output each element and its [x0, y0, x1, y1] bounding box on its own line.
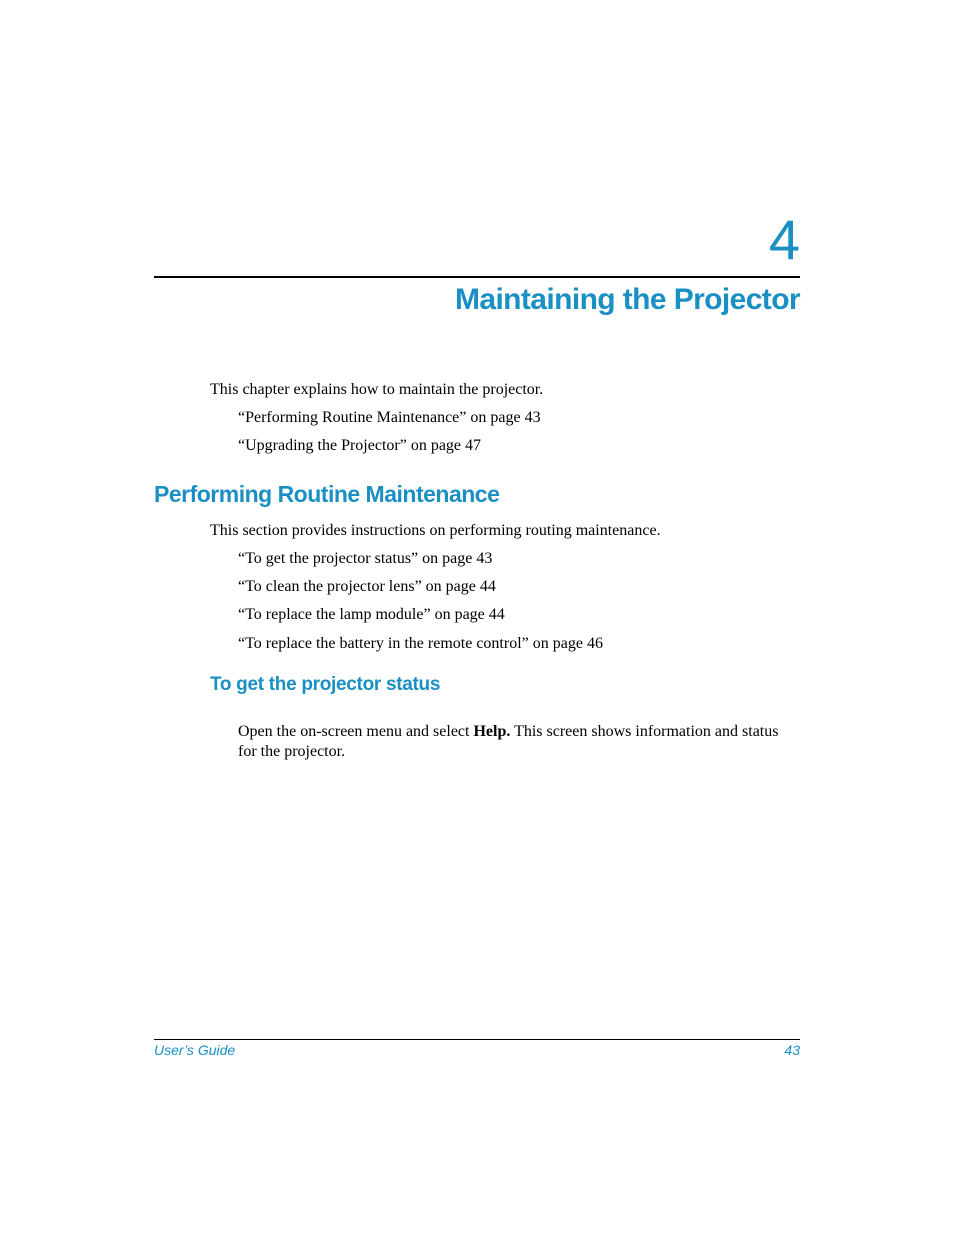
paragraph-text-after: This screen shows information and status for the projector.	[238, 723, 779, 760]
section-link-clean-lens[interactable]: “To clean the projector lens” on page 44	[238, 578, 496, 595]
section-link-replace-battery[interactable]: “To replace the battery in the remote control” on page 46	[238, 635, 603, 652]
footer-page-number: 43	[784, 1042, 800, 1058]
subsection-heading: To get the projector status	[210, 674, 441, 695]
chapter-rule	[154, 276, 800, 278]
chapter-link-upgrading[interactable]: “Upgrading the Projector” on page 47	[238, 437, 482, 454]
chapter-link-routine-maintenance[interactable]: “Performing Routine Maintenance” on page 43	[238, 409, 541, 426]
paragraph-text-before: Open the on-screen menu and select	[238, 723, 474, 740]
help-menu-term: Help.	[473, 723, 511, 740]
chapter-number: 4	[768, 208, 800, 271]
section-link-replace-lamp[interactable]: “To replace the lamp module” on page 44	[238, 606, 505, 623]
section-intro: This section provides instructions on performing routing maintenance.	[210, 522, 661, 539]
section-link-projector-status[interactable]: “To get the projector status” on page 43	[238, 550, 493, 567]
chapter-intro: This chapter explains how to maintain the projector.	[210, 381, 544, 398]
subsection-paragraph	[238, 722, 800, 762]
footer-guide-title: User’s Guide	[154, 1042, 236, 1058]
chapter-title: Maintaining the Projector	[454, 283, 800, 316]
footer-rule	[154, 1039, 800, 1040]
section-heading: Performing Routine Maintenance	[154, 481, 500, 507]
